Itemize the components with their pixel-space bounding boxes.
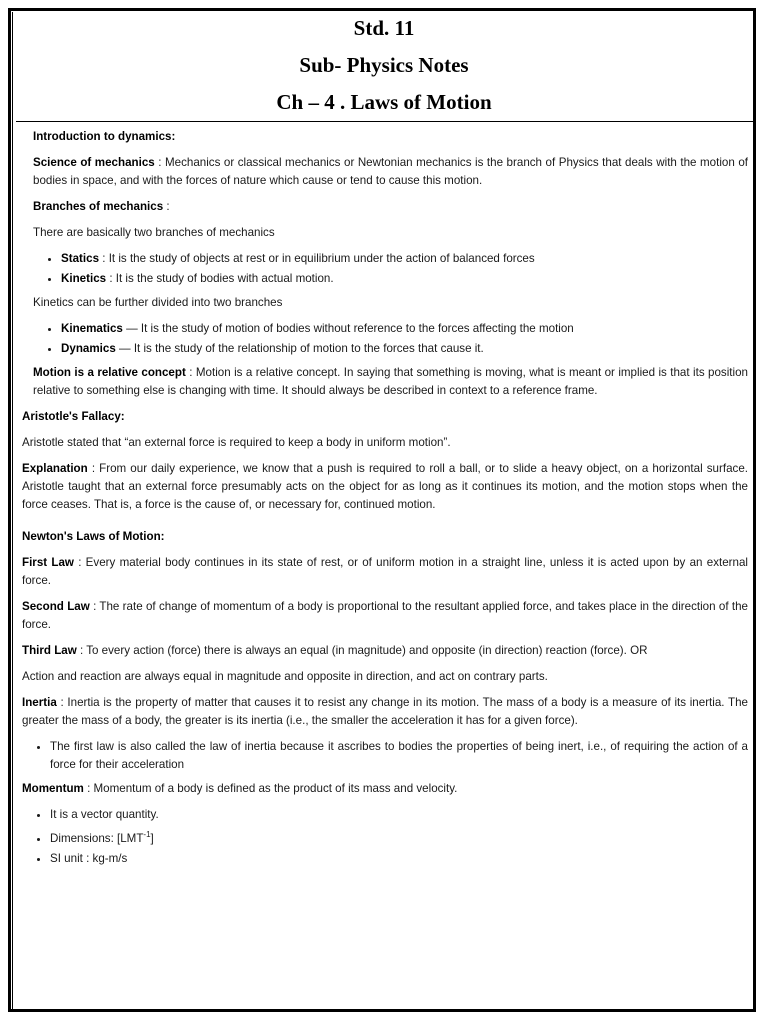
- definition: : It is the study of objects at rest or in equilibrium under the action of balanced forces: [99, 252, 535, 265]
- first-law: [22, 554, 748, 590]
- list-item: [61, 340, 748, 358]
- term: Branches of mechanics: [33, 200, 164, 213]
- definition: : Motion is a relative concept. In saying that something is moving, what is meant or implied is that its position relative to something else is changing with time. It should always be described in context to a reference frame.: [33, 366, 748, 397]
- inertia: [22, 694, 748, 730]
- page-header: [0, 10, 768, 121]
- list-item: [61, 270, 748, 288]
- definition: : From our daily experience, we know that a push is required to roll a ball, or to slide a heavy object, on a horizontal surface. Aristotle taught that an external force presumably acts on the object for as long as it continues its motion, and the motion stops when the force ceases. That is, a force is the cause of, or necessary for, continued motion.: [22, 462, 748, 511]
- term: First Law: [22, 556, 74, 569]
- list-item: • The first law is also called the law of inertia because it ascribes to bodies the properties of being inert, i.e., of requiring the action of a force for their acceleration: [50, 738, 748, 774]
- definition: : Mechanics or classical mechanics or Newtonian mechanics is the branch of Physics that deals with the motion of bodies in space, and with the forces of nature which cause or tend to cause this motion.: [33, 156, 748, 187]
- list-item: [61, 320, 748, 338]
- definition: : Every material body continues in its state of rest, or of uniform motion in a straight line, unless it is acted upon by an external force.: [22, 556, 748, 587]
- newton-heading: Newton's Laws of Motion:: [22, 530, 165, 543]
- definition: — It is the study of the relationship of motion to the forces that cause it.: [115, 342, 484, 355]
- definition: : It is the study of bodies with actual motion.: [106, 272, 334, 285]
- second-law: [22, 598, 748, 634]
- list-item: [61, 250, 748, 268]
- term: Kinetics: [61, 272, 107, 285]
- list-item: • It is a vector quantity.: [50, 806, 748, 824]
- dimensions-suffix: ]: [150, 831, 154, 845]
- momentum: [22, 780, 748, 798]
- definition: : To every action (force) there is always an equal (in magnitude) and opposite (in direction) reaction (force). OR: [76, 644, 648, 657]
- aristotle-heading: Aristotle's Fallacy:: [22, 410, 125, 423]
- kinetics-list: [33, 320, 748, 358]
- relative-concept: [33, 364, 748, 400]
- term: Momentum: [22, 782, 84, 795]
- term: Dynamics: [61, 342, 116, 355]
- definition: :: [163, 200, 170, 213]
- term: Second Law: [22, 600, 90, 613]
- inertia-list: [22, 738, 748, 774]
- branches-intro: There are basically two branches of mechanics: [33, 226, 275, 239]
- chapter-title: Ch – 4 . Laws of Motion: [276, 90, 492, 114]
- term: Statics: [61, 252, 100, 265]
- header-divider: [16, 121, 756, 122]
- list-item: • SI unit : kg-m/s: [50, 850, 748, 868]
- term: Kinematics: [61, 322, 123, 335]
- intro-heading: Introduction to dynamics:: [33, 130, 176, 143]
- definition: — It is the study of motion of bodies without reference to the forces affecting the motion: [122, 322, 574, 335]
- action-reaction: Action and reaction are always equal in magnitude and opposite in direction, and act on contrary parts.: [22, 670, 548, 683]
- standard-title: Std. 11: [353, 16, 415, 40]
- term: Inertia: [22, 696, 57, 709]
- momentum-list: [22, 806, 748, 868]
- aristotle-explanation: [22, 460, 748, 514]
- term: Explanation: [22, 462, 88, 475]
- list-item: [50, 826, 748, 848]
- term: Motion is a relative concept: [33, 366, 186, 379]
- definition: : Momentum of a body is defined as the product of its mass and velocity.: [83, 782, 458, 795]
- subject-title: Sub- Physics Notes: [299, 53, 469, 77]
- intro-section: [22, 128, 748, 400]
- definition: : Inertia is the property of matter that causes it to resist any change in its motion. The mass of a body is a measure of its inertia. The greater the mass of a body, the greater is its inertia (i.e., the smaller the acceleration it has for a given force).: [22, 696, 748, 727]
- science-of-mechanics: [33, 154, 748, 190]
- dimensions-prefix: Dimensions: [LMT: [50, 831, 144, 845]
- branches-heading: [33, 198, 748, 216]
- kinetics-intro: Kinetics can be further divided into two branches: [33, 296, 283, 309]
- aristotle-statement: Aristotle stated that “an external force is required to keep a body in uniform motion”.: [22, 436, 451, 449]
- term: Science of mechanics: [33, 156, 155, 169]
- third-law: [22, 642, 748, 660]
- notes-body: [22, 128, 748, 874]
- dimensions-exponent: -1: [143, 830, 151, 839]
- term: Third Law: [22, 644, 77, 657]
- definition: : The rate of change of momentum of a body is proportional to the resultant applied force, and takes place in the direction of the force.: [22, 600, 748, 631]
- branches-list: [33, 250, 748, 288]
